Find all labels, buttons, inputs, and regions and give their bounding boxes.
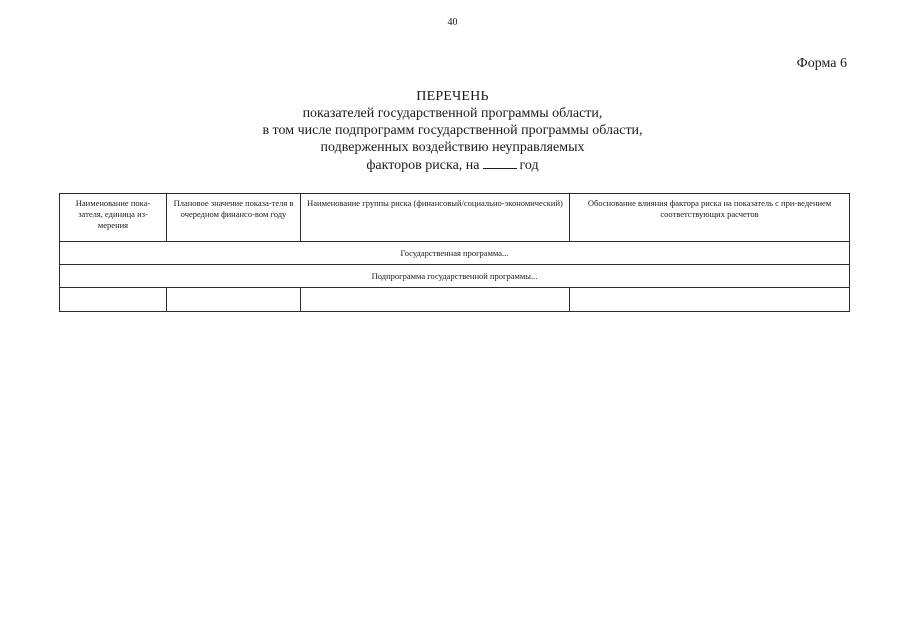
header-risk-group: Наименование группы риска (финансовый/социально-экономический) (301, 194, 570, 242)
year-blank-field (483, 156, 517, 169)
title-line-4 (0, 156, 905, 174)
page-number: 40 (447, 17, 458, 28)
form-label: Форма 6 (796, 56, 847, 71)
empty-cell-planned-value (167, 288, 301, 312)
empty-cell-justification (570, 288, 850, 312)
program-cell: Государственная программа... (60, 242, 850, 265)
risk-indicators-table (59, 193, 850, 312)
header-indicator-name: Наименование пока-зателя, единица из-мерения (60, 194, 167, 242)
title-line-4-suffix: год (519, 158, 539, 173)
document-title (0, 88, 905, 174)
title-line-4-prefix: факторов риска, на (366, 158, 480, 173)
title-line-2: в том числе подпрограмм государственной программы области, (262, 123, 643, 138)
title-heading: ПЕРЕЧЕНЬ (416, 89, 489, 104)
subprogram-cell: Подпрограмма государственной программы... (60, 265, 850, 288)
empty-cell-indicator (60, 288, 167, 312)
header-risk-justification: Обоснование влияния фактора риска на показатель с при-ведением соответствующих расчетов (570, 194, 850, 242)
table-row-empty (60, 288, 850, 312)
table-header-row (60, 194, 850, 242)
table-row-subprogram (60, 265, 850, 288)
empty-cell-risk-group (301, 288, 570, 312)
header-planned-value: Плановое значение показа-теля в очередном финансо-вом году (167, 194, 301, 242)
title-line-3: подверженных воздействию неуправляемых (320, 140, 585, 155)
table-row-program (60, 242, 850, 265)
title-line-1: показателей государственной программы области, (302, 106, 603, 121)
